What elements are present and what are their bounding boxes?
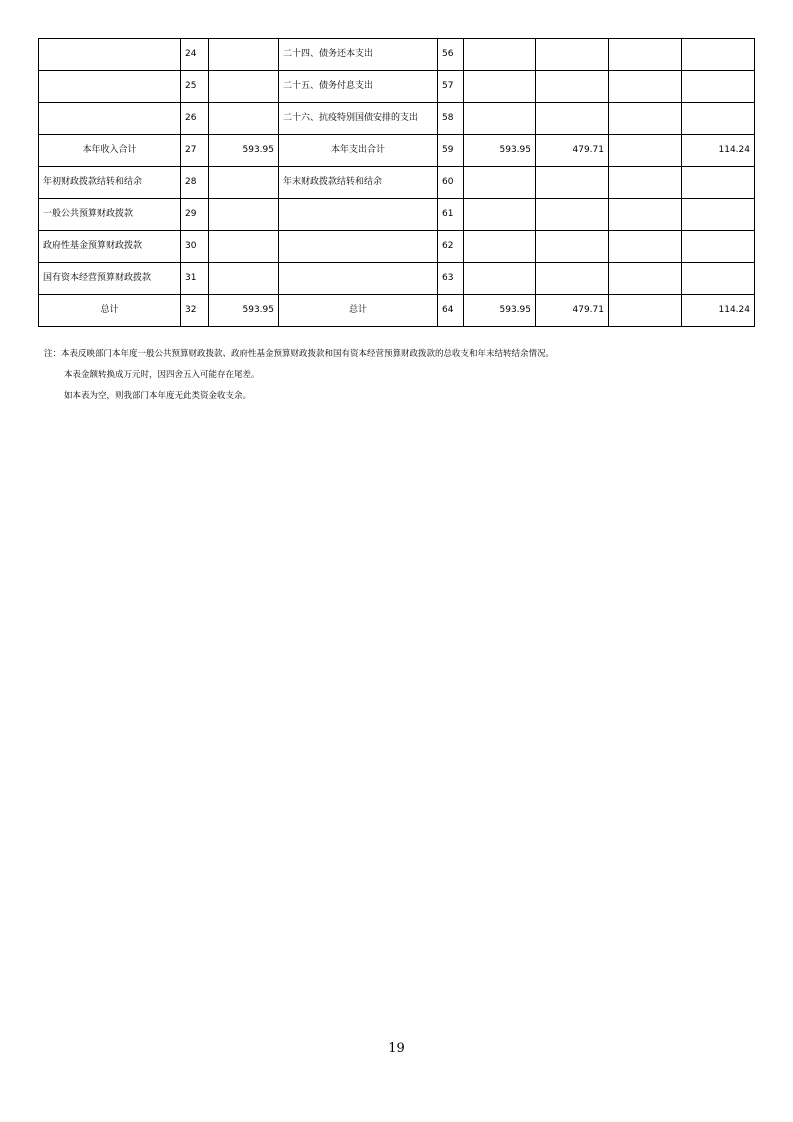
income-item-cell: 本年收入合计 — [39, 135, 181, 167]
table-row — [39, 167, 755, 199]
expense-no-cell: 61 — [438, 199, 464, 231]
state-capital-cell — [682, 263, 755, 295]
expense-no-cell: 62 — [438, 231, 464, 263]
income-amount-cell — [209, 39, 279, 71]
note-line: 本表金额转换成万元时，因四舍五入可能存在尾差。 — [64, 370, 260, 380]
table-row — [39, 103, 755, 135]
budget-table — [38, 38, 755, 327]
expense-item-cell: 二十六、抗疫特别国债安排的支出 — [279, 103, 438, 135]
expense-total-cell — [464, 71, 536, 103]
gov-fund-cell — [609, 71, 682, 103]
table-row — [39, 135, 755, 167]
expense-item-cell: 本年支出合计 — [279, 135, 438, 167]
general-budget-cell: 479.71 — [536, 295, 609, 327]
income-amount-cell: 593.95 — [209, 295, 279, 327]
income-item-cell: 年初财政拨款结转和结余 — [39, 167, 181, 199]
gov-fund-cell — [609, 167, 682, 199]
income-no-cell: 30 — [181, 231, 209, 263]
state-capital-cell: 114.24 — [682, 295, 755, 327]
income-amount-cell — [209, 167, 279, 199]
expense-total-cell — [464, 263, 536, 295]
income-amount-cell — [209, 263, 279, 295]
expense-item-cell — [279, 263, 438, 295]
expense-no-cell: 56 — [438, 39, 464, 71]
income-amount-cell — [209, 71, 279, 103]
expense-no-cell: 60 — [438, 167, 464, 199]
general-budget-cell — [536, 39, 609, 71]
expense-total-cell — [464, 103, 536, 135]
income-amount-cell — [209, 103, 279, 135]
expense-total-cell: 593.95 — [464, 135, 536, 167]
income-item-cell: 一般公共预算财政拨款 — [39, 199, 181, 231]
expense-total-cell — [464, 199, 536, 231]
general-budget-cell — [536, 263, 609, 295]
general-budget-cell — [536, 103, 609, 135]
income-item-cell: 政府性基金预算财政拨款 — [39, 231, 181, 263]
expense-total-cell — [464, 231, 536, 263]
income-item-cell: 总计 — [39, 295, 181, 327]
table-notes — [44, 344, 554, 407]
expense-no-cell: 58 — [438, 103, 464, 135]
expense-item-cell: 年末财政拨款结转和结余 — [279, 167, 438, 199]
general-budget-cell — [536, 167, 609, 199]
income-amount-cell: 593.95 — [209, 135, 279, 167]
expense-no-cell: 64 — [438, 295, 464, 327]
income-no-cell: 31 — [181, 263, 209, 295]
income-no-cell: 24 — [181, 39, 209, 71]
table-row — [39, 231, 755, 263]
gov-fund-cell — [609, 231, 682, 263]
income-item-cell — [39, 71, 181, 103]
gov-fund-cell — [609, 135, 682, 167]
income-amount-cell — [209, 199, 279, 231]
gov-fund-cell — [609, 199, 682, 231]
state-capital-cell — [682, 39, 755, 71]
general-budget-cell — [536, 199, 609, 231]
expense-total-cell: 593.95 — [464, 295, 536, 327]
income-item-cell — [39, 103, 181, 135]
page-number: 19 — [388, 1041, 405, 1056]
expense-item-cell: 二十四、债务还本支出 — [279, 39, 438, 71]
state-capital-cell — [682, 103, 755, 135]
expense-item-cell — [279, 231, 438, 263]
table-row — [39, 263, 755, 295]
state-capital-cell — [682, 71, 755, 103]
expense-total-cell — [464, 39, 536, 71]
gov-fund-cell — [609, 263, 682, 295]
income-item-cell — [39, 39, 181, 71]
expense-item-cell: 二十五、债务付息支出 — [279, 71, 438, 103]
state-capital-cell — [682, 199, 755, 231]
general-budget-cell — [536, 231, 609, 263]
table-row — [39, 199, 755, 231]
expense-total-cell — [464, 167, 536, 199]
income-no-cell: 26 — [181, 103, 209, 135]
expense-item-cell: 总计 — [279, 295, 438, 327]
table-row — [39, 39, 755, 71]
table-row — [39, 71, 755, 103]
income-no-cell: 28 — [181, 167, 209, 199]
general-budget-cell: 479.71 — [536, 135, 609, 167]
state-capital-cell: 114.24 — [682, 135, 755, 167]
income-no-cell: 25 — [181, 71, 209, 103]
note-line: 如本表为空，则我部门本年度无此类资金收支余。 — [64, 391, 252, 401]
state-capital-cell — [682, 167, 755, 199]
gov-fund-cell — [609, 39, 682, 71]
gov-fund-cell — [609, 103, 682, 135]
expense-no-cell: 59 — [438, 135, 464, 167]
state-capital-cell — [682, 231, 755, 263]
income-item-cell: 国有资本经营预算财政拨款 — [39, 263, 181, 295]
income-amount-cell — [209, 231, 279, 263]
expense-item-cell — [279, 199, 438, 231]
table-row — [39, 295, 755, 327]
note-line: 注：本表反映部门本年度一般公共预算财政拨款、政府性基金预算财政拨款和国有资本经营预算财政拨款的总收支和年末结转结余情况。 — [44, 349, 555, 359]
expense-no-cell: 63 — [438, 263, 464, 295]
general-budget-cell — [536, 71, 609, 103]
gov-fund-cell — [609, 295, 682, 327]
income-no-cell: 32 — [181, 295, 209, 327]
income-no-cell: 27 — [181, 135, 209, 167]
expense-no-cell: 57 — [438, 71, 464, 103]
income-no-cell: 29 — [181, 199, 209, 231]
